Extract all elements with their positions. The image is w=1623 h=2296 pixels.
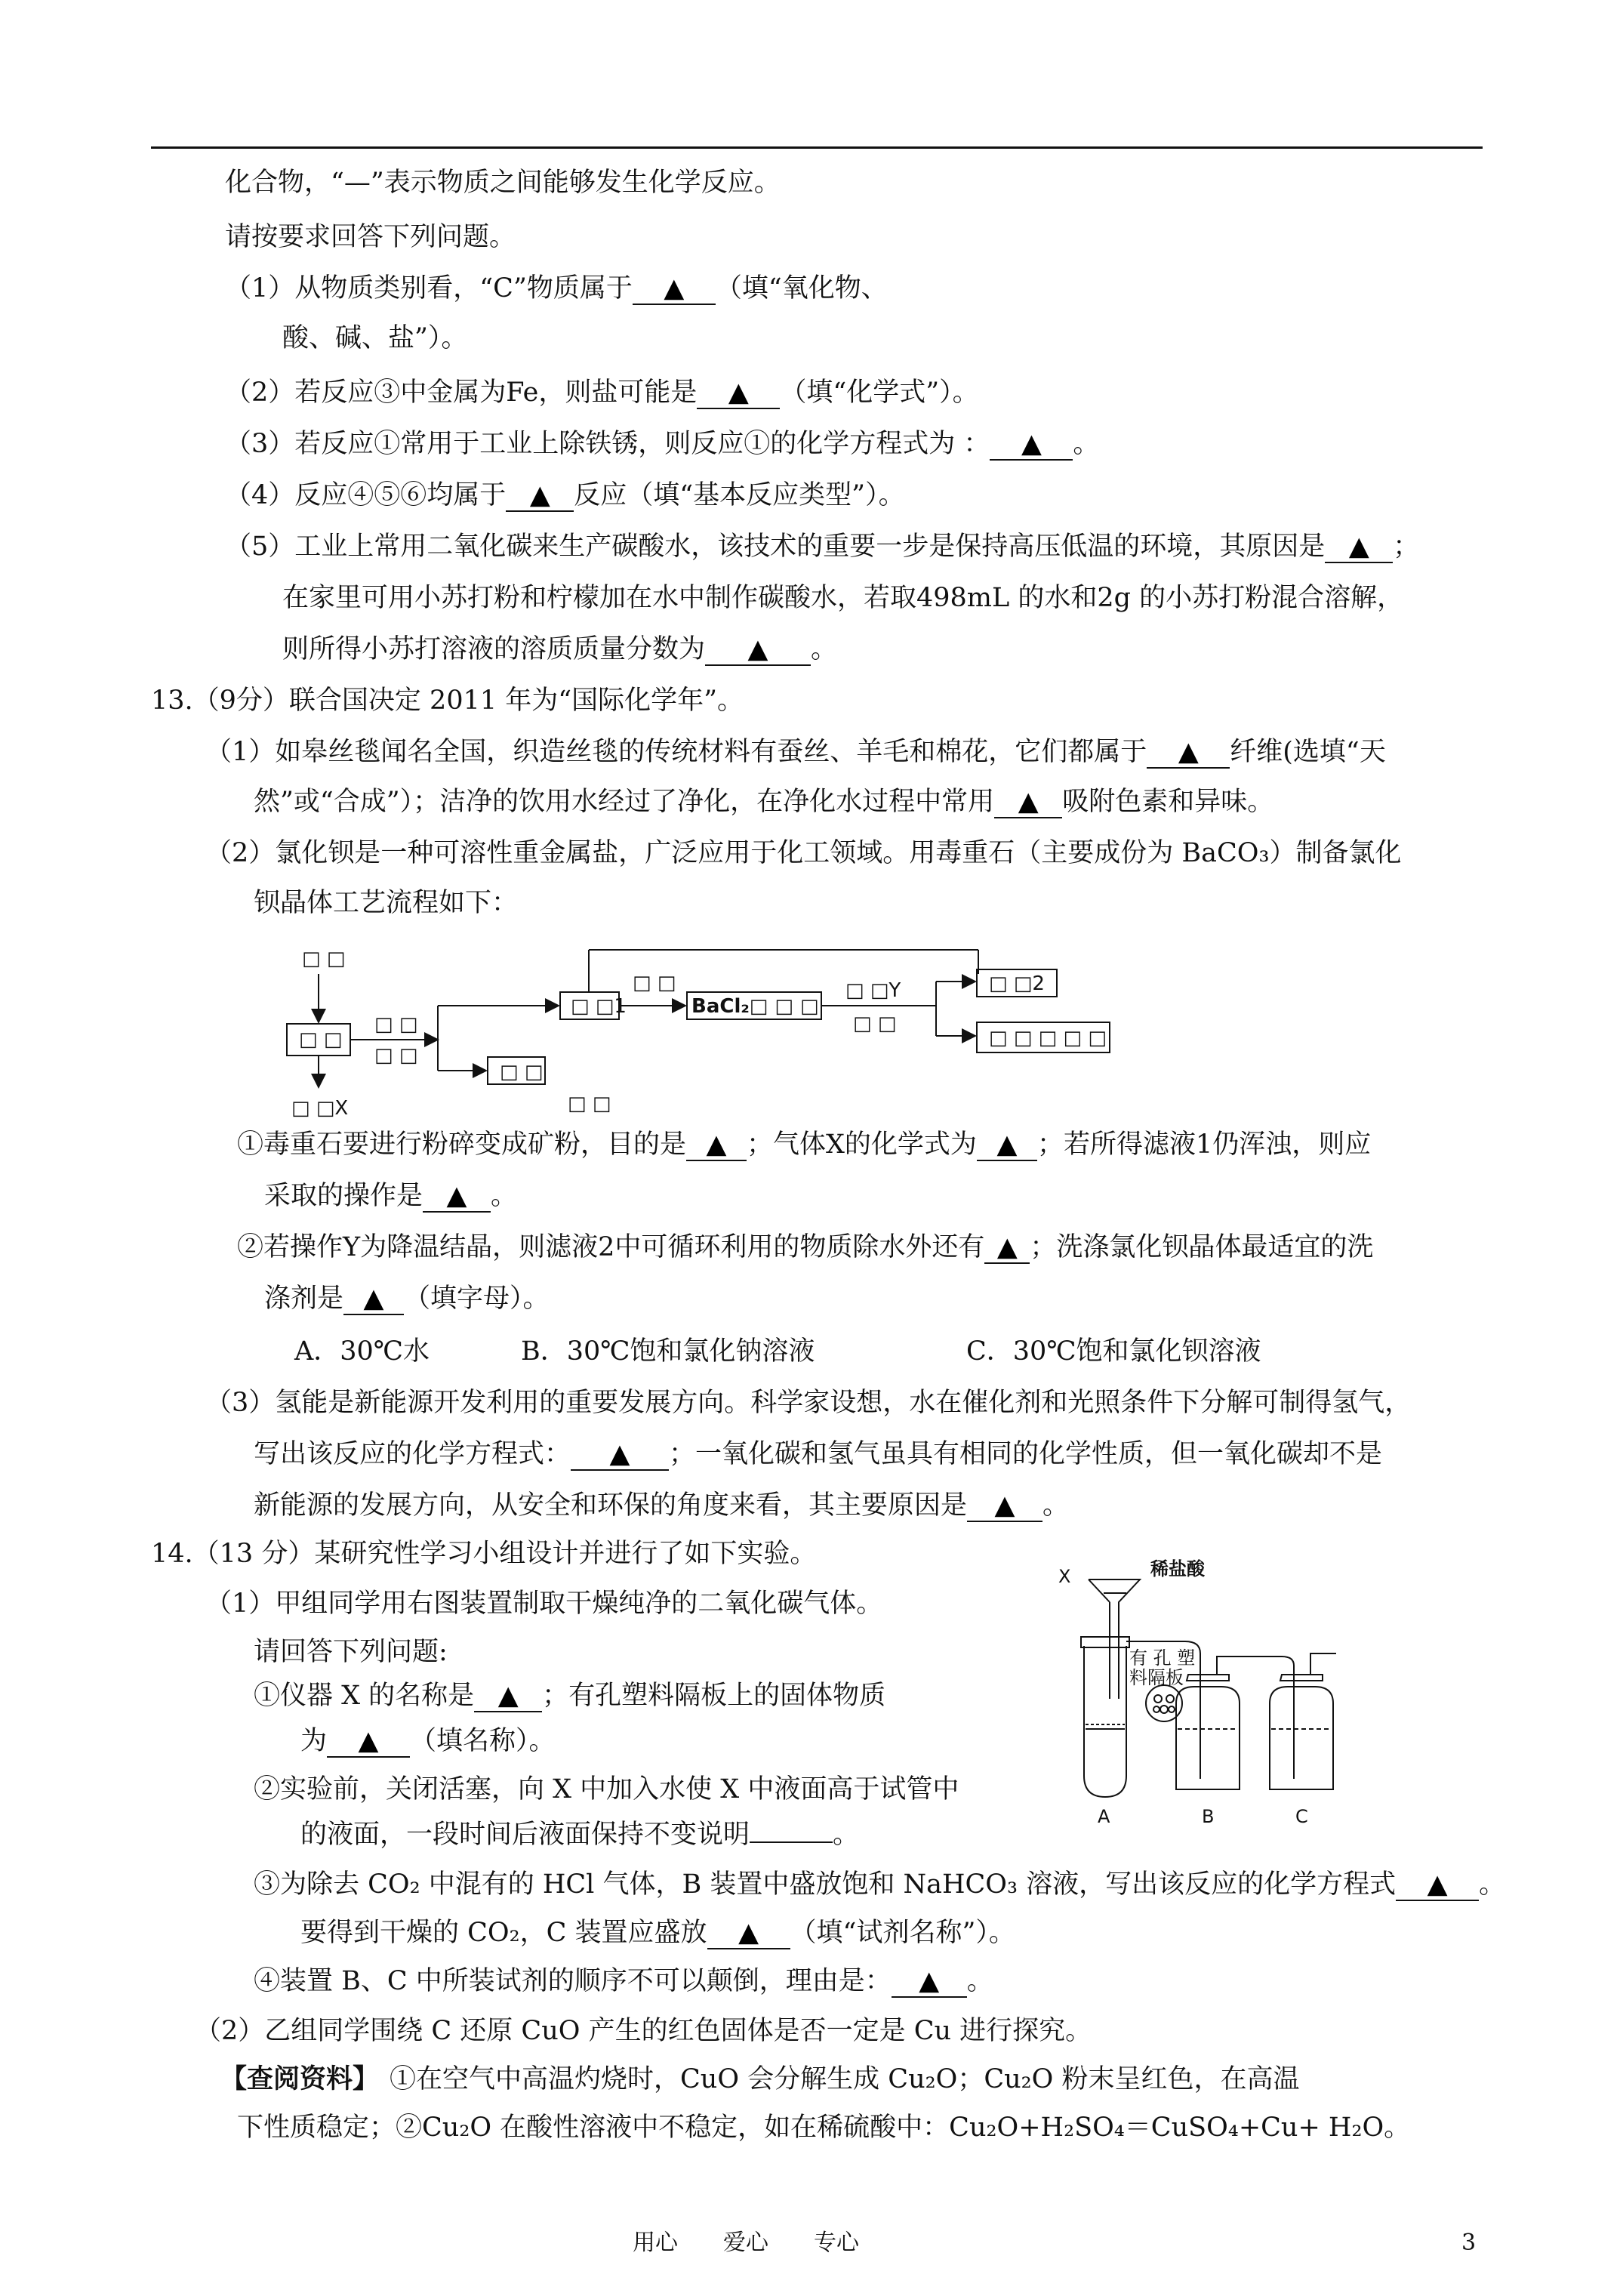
text-line: 酸、碱、盐”）。 [282, 323, 468, 353]
text-segment: ；气体X的化学式为 [747, 1130, 977, 1160]
triangle-mark: ▲ [446, 1181, 467, 1211]
answer-blank[interactable] [990, 429, 1073, 461]
process-flowchart [272, 936, 1117, 1125]
text-line: （2）乙组同学围绕 C 还原 CuO 产生的红色固体是否一定是 Cu 进行探究。 [195, 2016, 1092, 2046]
text-segment: 吸附色素和异味。 [1062, 787, 1274, 817]
text-segment: （1）如皋丝毯闻名全国，织造丝毯的传统材料有蚕丝、羊毛和棉花，它们都属于 [205, 737, 1147, 767]
answer-blank[interactable] [984, 1232, 1030, 1264]
text-segment: ①毒重石要进行粉碎变成矿粉，目的是 [237, 1130, 687, 1160]
text-segment: （2）若反应③中金属为Fe，则盐可能是 [225, 378, 698, 408]
triangle-mark: ▲ [1348, 532, 1369, 562]
text-segment: 。 [1042, 1490, 1070, 1521]
text-segment: ①仪器 X 的名称是 [254, 1681, 475, 1711]
footer-motto: 用心 爱心 专心 [633, 2230, 859, 2256]
triangle-mark: ▲ [609, 1439, 630, 1469]
triangle-mark: ▲ [363, 1284, 384, 1314]
text-segment: （1）从物质类别看，“C”物质属于 [225, 273, 633, 304]
triangle-mark: ▲ [1018, 787, 1039, 817]
triangle-mark: ▲ [919, 1966, 940, 1996]
q12-part1 [225, 270, 888, 307]
answer-blank[interactable] [571, 1439, 669, 1471]
text-line: 钡晶体工艺流程如下： [254, 888, 519, 918]
q14-sub4 [254, 1963, 993, 1999]
q13-sub2-b [264, 1281, 550, 1317]
text-segment: ③为除去 CO₂ 中混有的 HCl 气体，B 装置中盛放饱和 NaHCO₃ 溶液，写出该反应的化学方程式 [254, 1869, 1397, 1900]
flow-label: □ □ [568, 1093, 611, 1115]
q14-sub3-b [300, 1915, 1015, 1951]
answer-blank[interactable] [423, 1181, 491, 1213]
triangle-mark: ▲ [497, 1681, 519, 1711]
text-segment: 。 [1073, 429, 1100, 459]
triangle-mark: ▲ [996, 1232, 1018, 1262]
q14-sub2 [300, 1817, 859, 1853]
answer-blank[interactable] [697, 378, 780, 409]
text-segment: ②若操作Y为降温结晶，则滤液2中可循环利用的物质除水外还有 [237, 1232, 985, 1262]
text-segment: 。 [833, 1820, 860, 1850]
text-segment: ；若所得滤液1仍浑浊，则应 [1036, 1130, 1372, 1160]
triangle-mark: ▲ [664, 273, 685, 304]
q14-sub1 [254, 1678, 885, 1714]
triangle-mark: ▲ [706, 1130, 727, 1160]
triangle-mark: ▲ [728, 378, 749, 408]
q12-part4 [225, 477, 905, 513]
answer-blank[interactable] [1147, 737, 1230, 769]
q13-sub1-b [264, 1178, 517, 1214]
diagram-label-acid: 稀盐酸 [1150, 1558, 1205, 1579]
diagram-label-c: C [1295, 1806, 1308, 1827]
text-segment: 的液面，一段时间后液面保持不变说明 [300, 1820, 750, 1850]
text-segment: 写出该反应的化学方程式： [254, 1439, 571, 1469]
text-segment: （4）反应④⑤⑥均属于 [225, 480, 507, 510]
flow-label: □ □ [302, 948, 346, 970]
triangle-mark: ▲ [1021, 429, 1042, 459]
text-segment: ①在空气中高温灼烧时，CuO 会分解生成 Cu₂O；Cu₂O 粉末呈红色，在高温 [390, 2064, 1300, 2094]
q13-sub1 [237, 1126, 1371, 1163]
q13-sub2 [237, 1229, 1373, 1265]
page-number: 3 [1461, 2230, 1477, 2256]
flow-label: □ □ [374, 1013, 418, 1036]
text-line: （3）氢能是新能源开发利用的重要发展方向。科学家设想，水在催化剂和光照条件下分解可制得氢气， [205, 1388, 1412, 1418]
text-segment: （3）若反应①常用于工业上除铁锈，则反应①的化学方程式为 ： [225, 429, 990, 459]
text-segment: 反应（填“基本反应类型”）。 [574, 480, 905, 510]
text-segment: （填名称）。 [410, 1726, 556, 1756]
option-c[interactable]: C．30℃饱和氯化钡溶液 [966, 1336, 1261, 1367]
q13-part1 [205, 734, 1386, 770]
text-segment: 采取的操作是 [264, 1181, 423, 1211]
q14-reference [220, 2061, 1300, 2097]
q12-part2 [225, 374, 979, 411]
text-segment: 纤维(选填“天 [1230, 737, 1386, 767]
q13-part3 [254, 1436, 1382, 1472]
answer-blank[interactable] [506, 480, 574, 512]
text-segment: （填字母）。 [404, 1284, 550, 1314]
text-segment: （填“试剂名称”）。 [790, 1918, 1015, 1948]
text-line: 在家里可用小苏打粉和柠檬加在水中制作碳酸水，若取498mL 的水和2g 的小苏打粉混合溶解， [282, 583, 1404, 613]
text-line: 请按要求回答下列问题。 [225, 222, 516, 252]
text-line: 请回答下列问题: [254, 1637, 448, 1667]
diagram-label-a: A [1098, 1806, 1110, 1827]
flow-label: □ □ [633, 972, 676, 994]
text-line: 下性质稳定；②Cu₂O 在酸性溶液中不稳定，如在稀硫酸中：Cu₂O+H₂SO₄＝CuSO₄+Cu+ H₂O。 [237, 2113, 1411, 2143]
triangle-mark: ▲ [994, 1490, 1015, 1521]
question-13-heading: 13.（9分）联合国决定 2011 年为“国际化学年”。 [151, 686, 744, 716]
triangle-mark: ▲ [358, 1726, 379, 1756]
q13-part3-b [254, 1487, 1069, 1524]
triangle-mark: ▲ [996, 1130, 1018, 1160]
diagram-label-plate: 料隔板 [1129, 1667, 1184, 1688]
triangle-mark: ▲ [529, 480, 550, 510]
text-segment: 涤剂是 [264, 1284, 344, 1314]
text-segment: 新能源的发展方向，从安全和环保的角度来看，其主要原因是 [254, 1490, 968, 1521]
answer-blank[interactable] [750, 1841, 833, 1843]
apparatus-diagram [1042, 1548, 1359, 1835]
text-line: ②实验前，关闭活塞，向 X 中加入水使 X 中液面高于试管中 [254, 1774, 959, 1804]
header-rule [151, 146, 1483, 149]
answer-blank[interactable] [1396, 1869, 1479, 1901]
triangle-mark: ▲ [747, 634, 768, 664]
flow-label: □ □ [853, 1012, 897, 1035]
text-segment: 。 [811, 634, 838, 664]
flow-label: □ □1 [571, 995, 627, 1018]
flow-label: □ □ [500, 1061, 544, 1083]
diagram-label-plate: 有 孔 塑 [1129, 1647, 1196, 1669]
answer-blank[interactable] [633, 273, 716, 305]
text-segment: 要得到干燥的 CO₂，C 装置应盛放 [300, 1918, 707, 1948]
triangle-mark: ▲ [1427, 1869, 1448, 1900]
flow-label: □ □X [291, 1097, 349, 1120]
q12-part5 [225, 529, 1419, 565]
text-segment: （填“氧化物、 [715, 273, 888, 304]
answer-blank[interactable] [474, 1681, 542, 1712]
triangle-mark: ▲ [1178, 737, 1199, 767]
diagram-label-x: X [1058, 1566, 1071, 1587]
option-a[interactable]: A．30℃水 [294, 1336, 430, 1367]
text-segment: ；有孔塑料隔板上的固体物质 [542, 1681, 886, 1711]
flow-label: □ □ □ □ □ [989, 1027, 1107, 1049]
option-b[interactable]: B．30℃饱和氯化钠溶液 [521, 1336, 815, 1367]
answer-blank[interactable] [977, 1130, 1037, 1161]
text-segment: （5）工业上常用二氧化碳来生产碳酸水，该技术的重要一步是保持高压低温的环境，其原因是 [225, 532, 1326, 562]
text-segment: （填“化学式”）。 [780, 378, 979, 408]
text-segment: 。 [966, 1966, 993, 1996]
reference-heading: 【查阅资料】 [220, 2063, 380, 2094]
text-segment: 然”或“合成”）；洁净的饮用水经过了净化，在净化水过程中常用 [254, 787, 995, 817]
flow-label: □ □ [299, 1028, 343, 1051]
question-14-heading: 14.（13 分）某研究性学习小组设计并进行了如下实验。 [151, 1539, 817, 1569]
text-segment: 。 [491, 1181, 518, 1211]
answer-blank[interactable] [327, 1726, 410, 1758]
text-segment: ；一氧化碳和氢气虽具有相同的化学性质，但一氧化碳却不是 [669, 1439, 1383, 1469]
text-line: 化合物，“—”表示物质之间能够发生化学反应。 [225, 168, 781, 198]
triangle-mark: ▲ [738, 1918, 759, 1948]
answer-blank[interactable] [892, 1966, 967, 1998]
q12-part3 [225, 426, 1099, 462]
text-segment: 。 [1479, 1869, 1506, 1900]
q14-sub3 [254, 1866, 1505, 1903]
text-line: （2）氯化钡是一种可溶性重金属盐，广泛应用于化工领域。用毒重石（主要成份为 BaCO₃）制备氯化 [205, 838, 1402, 868]
diagram-label-b: B [1202, 1806, 1215, 1827]
text-segment: ；洗涤氯化钡晶体最适宜的洗 [1030, 1232, 1374, 1262]
flow-label: □ □2 [989, 972, 1045, 995]
answer-blank[interactable] [343, 1284, 404, 1315]
q14-sub1-b [300, 1723, 556, 1759]
answer-blank[interactable] [967, 1490, 1042, 1522]
text-segment: ； [1393, 532, 1420, 562]
answer-blank[interactable] [705, 634, 811, 666]
answer-blank[interactable] [686, 1130, 747, 1161]
answer-blank[interactable] [994, 787, 1062, 818]
answer-blank[interactable] [707, 1918, 790, 1949]
answer-blank[interactable] [1325, 532, 1393, 563]
text-segment: 则所得小苏打溶液的溶质质量分数为 [282, 634, 706, 664]
flow-label: □ □ [374, 1044, 418, 1067]
text-line: （1）甲组同学用右图装置制取干燥纯净的二氧化碳气体。 [205, 1589, 883, 1619]
q12-part5-b [282, 631, 837, 667]
q13-part1-b [254, 784, 1273, 820]
text-segment: ④装置 B、C 中所装试剂的顺序不可以颠倒，理由是： [254, 1966, 892, 1996]
flow-label: □ □Y [845, 979, 901, 1002]
text-segment: 为 [300, 1726, 328, 1756]
flow-label: BaCl₂□ □ □ [691, 995, 819, 1018]
